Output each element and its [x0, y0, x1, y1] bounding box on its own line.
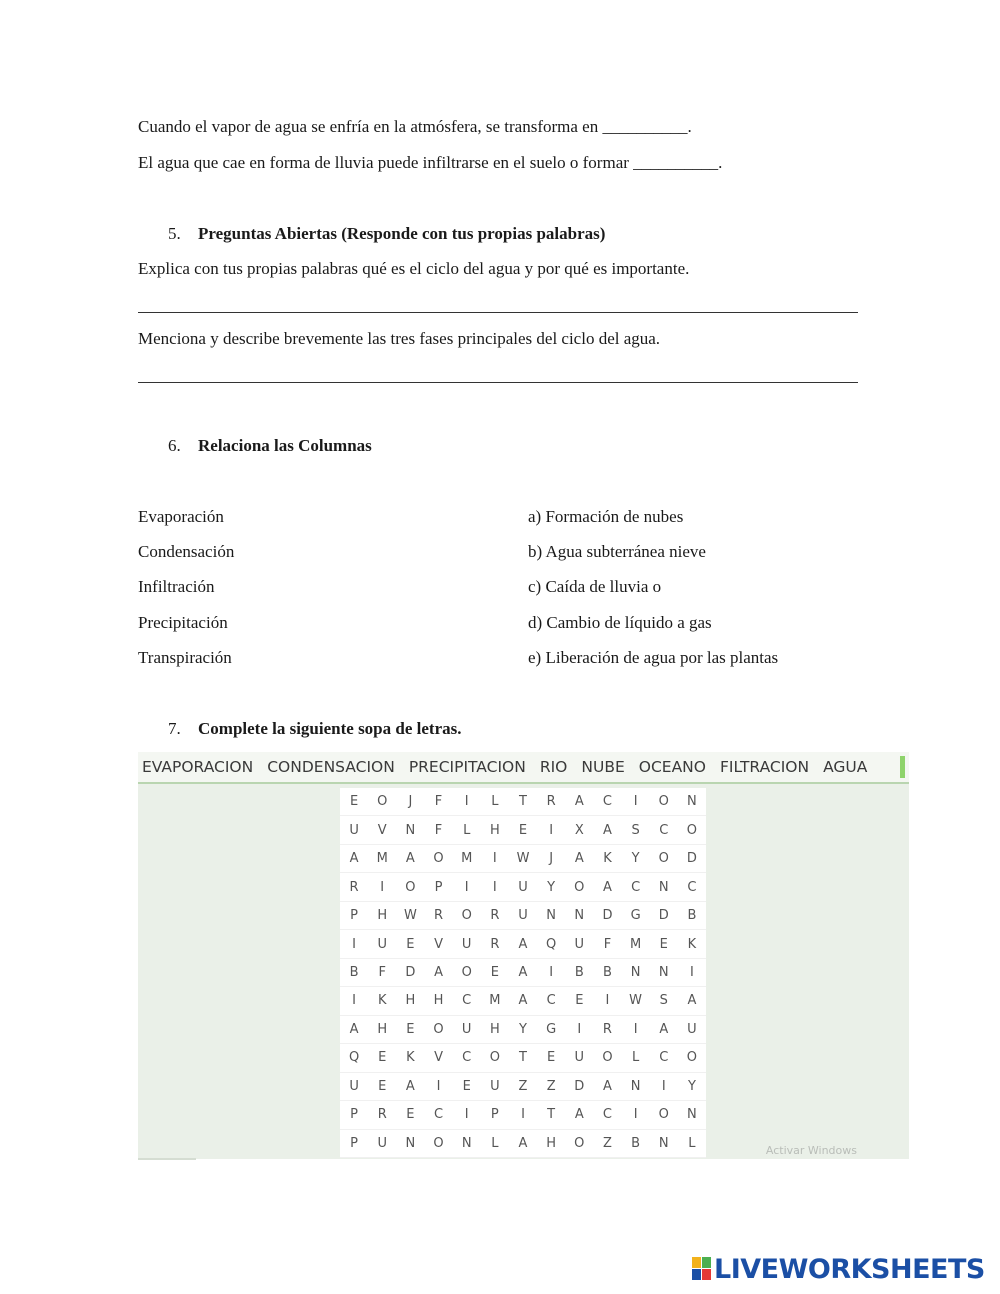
grid-letter[interactable]: A — [340, 845, 368, 873]
definition-c[interactable]: c) Caída de lluvia o — [528, 577, 662, 596]
word-search-panel — [138, 752, 909, 1159]
grid-letter[interactable]: S — [622, 816, 650, 844]
grid-letter[interactable]: I — [622, 1101, 650, 1129]
grid-letter[interactable]: A — [565, 845, 593, 873]
grid-letter[interactable]: E — [396, 1101, 424, 1129]
logo-block — [702, 1257, 711, 1268]
grid-letter[interactable]: Q — [537, 930, 565, 958]
grid-letter[interactable]: O — [453, 902, 481, 930]
grid-letter[interactable]: H — [424, 987, 452, 1015]
grid-letter[interactable]: A — [650, 1016, 678, 1044]
grid-letter[interactable]: M — [453, 845, 481, 873]
grid-letter[interactable]: O — [453, 959, 481, 987]
grid-letter[interactable]: I — [565, 1016, 593, 1044]
grid-letter[interactable]: D — [593, 902, 621, 930]
grid-letter[interactable]: O — [650, 845, 678, 873]
word-condensacion: CONDENSACION — [267, 758, 395, 776]
grid-letter[interactable]: L — [481, 788, 509, 816]
word-oceano: OCEANO — [638, 758, 706, 776]
word-list — [138, 752, 909, 784]
grid-letter[interactable]: N — [396, 816, 424, 844]
grid-letter[interactable]: R — [340, 873, 368, 901]
grid-letter[interactable]: A — [509, 1130, 537, 1158]
grid-letter[interactable]: F — [424, 788, 452, 816]
section-6-heading — [168, 436, 372, 456]
grid-letter[interactable]: I — [537, 959, 565, 987]
grid-letter[interactable]: A — [396, 845, 424, 873]
grid-letter[interactable]: N — [678, 1101, 706, 1129]
grid-letter[interactable]: Y — [622, 845, 650, 873]
grid-letter[interactable]: A — [340, 1016, 368, 1044]
grid-letter[interactable]: A — [509, 930, 537, 958]
grid-letter[interactable]: E — [481, 959, 509, 987]
grid-letter[interactable]: V — [368, 816, 396, 844]
definition-e[interactable]: e) Liberación de agua por las plantas — [528, 648, 779, 667]
grid-letter[interactable]: H — [396, 987, 424, 1015]
grid-letter[interactable]: L — [678, 1130, 706, 1158]
grid-letter[interactable]: Y — [678, 1073, 706, 1101]
grid-letter[interactable]: A — [593, 816, 621, 844]
grid-letter[interactable]: I — [453, 1101, 481, 1129]
grid-letter[interactable]: T — [509, 1044, 537, 1072]
grid-letter[interactable]: L — [453, 816, 481, 844]
word-agua: AGUA — [823, 758, 868, 776]
grid-letter[interactable]: U — [340, 1073, 368, 1101]
grid-letter[interactable]: F — [424, 816, 452, 844]
logo-block — [692, 1269, 701, 1280]
grid-letter[interactable]: K — [396, 1044, 424, 1072]
grid-letter[interactable]: D — [650, 902, 678, 930]
grid-letter[interactable]: I — [453, 873, 481, 901]
grid-letter[interactable]: I — [509, 1101, 537, 1129]
grid-letter[interactable]: O — [396, 873, 424, 901]
grid-letter[interactable]: R — [424, 902, 452, 930]
grid-letter[interactable]: A — [424, 959, 452, 987]
open-question-1: Explica con tus propias palabras qué es el ciclo del agua y por qué es importante. — [138, 259, 690, 278]
grid-letter[interactable]: I — [678, 959, 706, 987]
grid-letter[interactable]: A — [509, 987, 537, 1015]
liveworksheets-icon — [692, 1257, 712, 1281]
term-evaporacion[interactable]: Evaporación — [138, 507, 224, 526]
grid-letter[interactable]: J — [396, 788, 424, 816]
grid-letter[interactable]: U — [368, 930, 396, 958]
term-transpiracion[interactable]: Transpiración — [138, 648, 232, 667]
grid-letter[interactable]: A — [678, 987, 706, 1015]
grid-letter[interactable]: O — [678, 816, 706, 844]
grid-letter[interactable]: P — [481, 1101, 509, 1129]
grid-letter[interactable]: I — [340, 987, 368, 1015]
grid-letter[interactable]: I — [368, 873, 396, 901]
grid-letter[interactable]: A — [396, 1073, 424, 1101]
grid-letter[interactable]: N — [565, 902, 593, 930]
grid-letter[interactable]: U — [509, 873, 537, 901]
grid-letter[interactable]: I — [622, 788, 650, 816]
grid-letter[interactable]: P — [424, 873, 452, 901]
grid-letter[interactable]: P — [340, 1130, 368, 1158]
grid-letter[interactable]: O — [593, 1044, 621, 1072]
grid-letter[interactable]: R — [481, 930, 509, 958]
grid-letter[interactable]: I — [537, 816, 565, 844]
word-precipitacion: PRECIPITACION — [408, 758, 526, 776]
grid-letter[interactable]: H — [481, 1016, 509, 1044]
grid-letter[interactable]: S — [650, 987, 678, 1015]
grid-letter[interactable]: R — [593, 1016, 621, 1044]
grid-letter[interactable]: C — [650, 1044, 678, 1072]
definition-d[interactable]: d) Cambio de líquido a gas — [528, 613, 712, 632]
grid-letter[interactable]: C — [424, 1101, 452, 1129]
term-condensacion[interactable]: Condensación — [138, 542, 235, 561]
section-number: 6. — [168, 436, 181, 455]
grid-letter[interactable]: A — [509, 959, 537, 987]
grid-letter[interactable]: D — [396, 959, 424, 987]
grid-letter[interactable]: K — [368, 987, 396, 1015]
grid-letter[interactable]: N — [622, 959, 650, 987]
grid-letter[interactable]: N — [678, 788, 706, 816]
grid-letter[interactable]: Q — [340, 1044, 368, 1072]
grid-letter[interactable]: I — [650, 1073, 678, 1101]
grid-letter[interactable]: C — [453, 1044, 481, 1072]
grid-letter[interactable]: B — [593, 959, 621, 987]
grid-letter[interactable]: M — [368, 845, 396, 873]
section-number: 7. — [168, 719, 181, 738]
term-precipitacion[interactable]: Precipitación — [138, 613, 228, 632]
grid-letter[interactable]: T — [509, 788, 537, 816]
word-evaporacion: EVAPORACION — [142, 758, 254, 776]
grid-letter[interactable]: U — [565, 930, 593, 958]
grid-letter[interactable]: A — [565, 1101, 593, 1129]
grid-letter[interactable]: C — [622, 873, 650, 901]
grid-letter[interactable]: N — [622, 1073, 650, 1101]
section-5-heading — [168, 224, 605, 244]
grid-letter[interactable]: M — [481, 987, 509, 1015]
grid-letter[interactable]: L — [481, 1130, 509, 1158]
grid-letter[interactable]: I — [622, 1016, 650, 1044]
grid-letter[interactable]: F — [593, 930, 621, 958]
grid-letter[interactable]: C — [650, 816, 678, 844]
grid-letter[interactable]: H — [481, 816, 509, 844]
grid-letter[interactable]: U — [509, 902, 537, 930]
grid-letter[interactable]: N — [453, 1130, 481, 1158]
definition-a[interactable]: a) Formación de nubes — [528, 507, 684, 526]
grid-letter[interactable]: D — [678, 845, 706, 873]
section-title: Relaciona las Columnas — [198, 436, 372, 455]
grid-letter[interactable]: O — [481, 1044, 509, 1072]
section-title: Preguntas Abiertas (Responde con tus propias palabras) — [198, 224, 606, 243]
open-question-2: Menciona y describe brevemente las tres fases principales del ciclo del agua. — [138, 329, 661, 348]
panel-edge — [138, 1158, 196, 1160]
grid-letter[interactable]: C — [537, 987, 565, 1015]
grid-letter[interactable]: P — [340, 1101, 368, 1129]
grid-letter[interactable]: Y — [537, 873, 565, 901]
word-nube: NUBE — [581, 758, 625, 776]
fill-in-sentence-1: Cuando el vapor de agua se enfría en la atmósfera, se transforma en __________. — [138, 117, 692, 136]
grid-letter[interactable]: I — [481, 873, 509, 901]
grid-letter[interactable]: N — [650, 959, 678, 987]
grid-letter[interactable]: N — [650, 873, 678, 901]
grid-letter[interactable]: A — [565, 788, 593, 816]
answer-line-2[interactable] — [138, 382, 858, 383]
grid-letter[interactable]: I — [424, 1073, 452, 1101]
grid-letter[interactable]: B — [565, 959, 593, 987]
grid-letter[interactable]: U — [453, 930, 481, 958]
grid-letter[interactable]: R — [481, 902, 509, 930]
grid-letter[interactable]: O — [650, 788, 678, 816]
grid-letter[interactable]: H — [537, 1130, 565, 1158]
grid-letter[interactable]: E — [368, 1044, 396, 1072]
grid-letter[interactable]: N — [537, 902, 565, 930]
grid-letter[interactable]: Z — [509, 1073, 537, 1101]
grid-letter[interactable]: E — [396, 1016, 424, 1044]
grid-letter[interactable]: W — [509, 845, 537, 873]
grid-letter[interactable]: P — [340, 902, 368, 930]
answer-line-1[interactable] — [138, 312, 858, 313]
grid-letter[interactable]: U — [453, 1016, 481, 1044]
grid-letter[interactable]: W — [622, 987, 650, 1015]
grid-letter[interactable]: G — [537, 1016, 565, 1044]
grid-letter[interactable]: I — [340, 930, 368, 958]
section-7-heading — [168, 719, 461, 739]
grid-letter[interactable]: E — [650, 930, 678, 958]
grid-letter[interactable]: X — [565, 816, 593, 844]
grid-letter[interactable]: U — [481, 1073, 509, 1101]
grid-letter[interactable]: O — [565, 1130, 593, 1158]
grid-letter[interactable]: I — [481, 845, 509, 873]
grid-letter[interactable]: E — [565, 987, 593, 1015]
liveworksheets-logo — [692, 1254, 985, 1284]
grid-letter[interactable]: U — [565, 1044, 593, 1072]
logo-block — [692, 1257, 701, 1268]
grid-letter[interactable]: E — [453, 1073, 481, 1101]
grid-letter[interactable]: A — [593, 1073, 621, 1101]
grid-letter[interactable]: N — [650, 1130, 678, 1158]
section-title: Complete la siguiente sopa de letras. — [198, 719, 462, 738]
grid-letter[interactable]: E — [396, 930, 424, 958]
grid-letter[interactable]: O — [424, 845, 452, 873]
grid-letter[interactable]: E — [368, 1073, 396, 1101]
grid-letter[interactable]: B — [622, 1130, 650, 1158]
grid-letter[interactable]: E — [340, 788, 368, 816]
grid-letter[interactable]: J — [537, 845, 565, 873]
grid-letter[interactable]: V — [424, 1044, 452, 1072]
grid-letter[interactable]: Z — [537, 1073, 565, 1101]
word-filtracion: FILTRACION — [719, 758, 810, 776]
brand-name: LIVEWORKSHEETS — [714, 1253, 985, 1285]
grid-letter[interactable]: O — [565, 873, 593, 901]
grid-letter[interactable]: O — [424, 1016, 452, 1044]
grid-letter[interactable]: O — [650, 1101, 678, 1129]
grid-letter[interactable]: O — [368, 788, 396, 816]
grid-letter[interactable]: K — [678, 930, 706, 958]
grid-letter[interactable]: B — [340, 959, 368, 987]
grid-letter[interactable]: C — [593, 1101, 621, 1129]
grid-letter[interactable]: C — [678, 873, 706, 901]
grid-letter[interactable]: R — [368, 1101, 396, 1129]
grid-letter[interactable]: U — [368, 1130, 396, 1158]
grid-letter[interactable]: F — [368, 959, 396, 987]
grid-letter[interactable]: T — [537, 1101, 565, 1129]
activation-watermark: Activar Windows — [765, 1144, 857, 1157]
grid-letter[interactable]: A — [593, 873, 621, 901]
grid-letter[interactable]: K — [593, 845, 621, 873]
grid-letter[interactable]: G — [622, 902, 650, 930]
grid-letter[interactable]: B — [678, 902, 706, 930]
grid-letter[interactable]: I — [593, 987, 621, 1015]
grid-letter[interactable]: M — [622, 930, 650, 958]
grid-letter[interactable]: W — [396, 902, 424, 930]
grid-letter[interactable]: O — [678, 1044, 706, 1072]
grid-letter[interactable]: H — [368, 1016, 396, 1044]
grid-letter[interactable]: C — [453, 987, 481, 1015]
word-rio: RIO — [539, 758, 568, 776]
grid-letter[interactable]: D — [565, 1073, 593, 1101]
grid-letter[interactable]: H — [368, 902, 396, 930]
highlight-marker — [900, 756, 905, 778]
fill-in-sentence-2: El agua que cae en forma de lluvia puede infiltrarse en el suelo o formar __________. — [138, 153, 723, 172]
grid-letter[interactable]: I — [453, 788, 481, 816]
definition-b[interactable]: b) Agua subterránea nieve — [528, 542, 706, 561]
grid-letter[interactable]: L — [622, 1044, 650, 1072]
logo-block — [702, 1269, 711, 1280]
grid-letter[interactable]: N — [396, 1130, 424, 1158]
letter-grid[interactable] — [340, 788, 706, 1158]
grid-letter[interactable]: R — [537, 788, 565, 816]
grid-letter[interactable]: E — [537, 1044, 565, 1072]
grid-letter[interactable]: E — [509, 816, 537, 844]
grid-letter[interactable]: O — [424, 1130, 452, 1158]
grid-letter[interactable]: U — [340, 816, 368, 844]
grid-letter[interactable]: Y — [509, 1016, 537, 1044]
grid-letter[interactable]: U — [678, 1016, 706, 1044]
section-number: 5. — [168, 224, 181, 243]
grid-letter[interactable]: V — [424, 930, 452, 958]
term-infiltracion[interactable]: Infiltración — [138, 577, 215, 596]
grid-letter[interactable]: C — [593, 788, 621, 816]
grid-letter[interactable]: Z — [593, 1130, 621, 1158]
